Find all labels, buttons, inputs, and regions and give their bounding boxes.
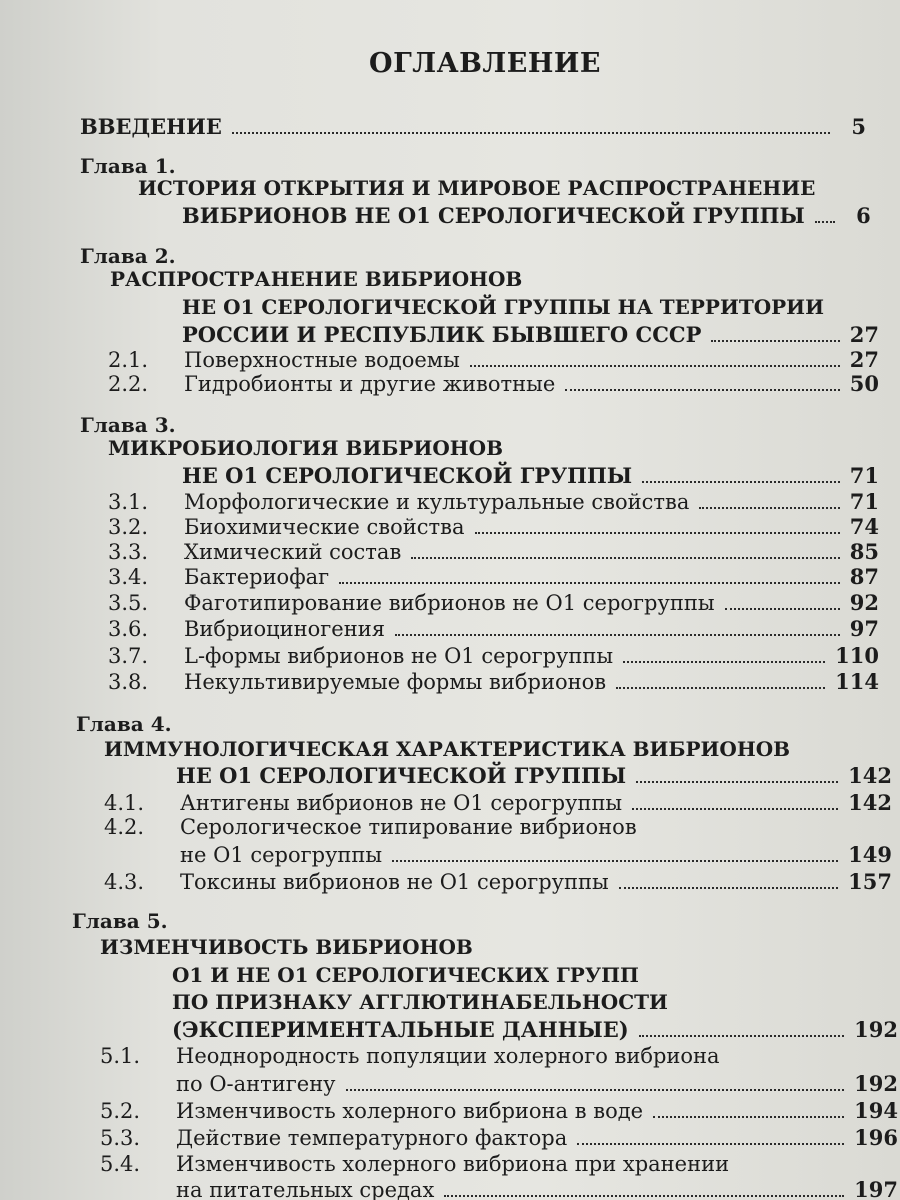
chapter-title-line: НЕ О1 СЕРОЛОГИЧЕСКОЙ ГРУППЫ	[176, 763, 627, 788]
dot-leader	[725, 608, 840, 610]
dot-leader	[392, 860, 838, 862]
dot-leader	[577, 1143, 844, 1145]
page-number: 142	[848, 790, 892, 815]
page-number: 97	[849, 616, 879, 641]
page-number: 85	[849, 539, 879, 564]
chapter-title-line: (ЭКСПЕРИМЕНТАЛЬНЫЕ ДАННЫЕ)	[172, 1017, 629, 1042]
entry-label: ВВЕДЕНИЕ	[80, 114, 222, 139]
section-number: 3.2.	[108, 515, 149, 539]
page-number: 5	[851, 114, 866, 139]
section-number: 3.5.	[108, 591, 149, 615]
section-title-continued: на питательных средах	[176, 1178, 435, 1200]
dot-leader	[815, 221, 835, 223]
chapter-heading: Глава 1.	[80, 154, 176, 178]
dot-leader	[395, 634, 840, 636]
toc-entry-2-1[interactable]	[108, 347, 879, 372]
page-number: 27	[849, 347, 879, 372]
chapter-heading: Глава 5.	[72, 909, 168, 933]
dot-leader	[699, 507, 839, 509]
dot-leader	[636, 781, 838, 783]
dot-leader	[619, 887, 838, 889]
page-number: 142	[848, 763, 892, 788]
dot-leader	[639, 1035, 844, 1037]
page-number: 6	[856, 203, 871, 228]
chapter-title-line: ИЗМЕНЧИВОСТЬ ВИБРИОНОВ	[100, 935, 473, 959]
page-number: 87	[849, 564, 879, 589]
toc-entry-3-2[interactable]	[108, 514, 879, 539]
toc-entry-5-1-line1	[100, 1044, 720, 1068]
chapter-heading: Глава 2.	[80, 244, 176, 268]
toc-entry-chapter-1[interactable]	[182, 203, 871, 228]
page-number: 50	[849, 371, 879, 396]
page-number: 196	[854, 1125, 898, 1150]
page-number: 110	[835, 643, 879, 668]
dot-leader	[444, 1195, 844, 1197]
toc-entry-3-3[interactable]	[108, 539, 879, 564]
dot-leader	[232, 132, 830, 134]
toc-entry-3-6[interactable]	[108, 616, 879, 641]
dot-leader	[642, 481, 840, 483]
section-number: 2.1.	[108, 348, 149, 372]
section-title: L-формы вибрионов не О1 серогруппы	[184, 644, 614, 668]
section-title: Действие температурного фактора	[176, 1126, 568, 1150]
section-title: Изменчивость холерного вибриона при хранении	[176, 1152, 730, 1176]
section-title: Морфологические и культуральные свойства	[184, 490, 690, 514]
toc-entry-chapter-3[interactable]	[182, 463, 879, 488]
page-number: 71	[849, 463, 879, 488]
chapter-heading: Глава 3.	[80, 413, 176, 437]
page-number: 192	[854, 1017, 898, 1042]
chapter-heading: Глава 4.	[76, 712, 172, 736]
section-number: 2.2.	[108, 372, 149, 396]
toc-entry-3-8[interactable]	[108, 669, 879, 694]
page-number: 74	[849, 514, 879, 539]
dot-leader	[470, 365, 840, 367]
toc-entry-4-2-line1	[104, 815, 637, 839]
page-number: 114	[835, 669, 879, 694]
section-title: Изменчивость холерного вибриона в воде	[176, 1099, 644, 1123]
toc-entry-3-7[interactable]	[108, 643, 879, 668]
section-title: Гидробионты и другие животные	[184, 372, 556, 396]
dot-leader	[616, 687, 825, 689]
page-number: 92	[849, 590, 879, 615]
section-title: Поверхностные водоемы	[184, 348, 460, 372]
page-number: 197	[854, 1177, 898, 1200]
section-title: Антигены вибрионов не О1 серогруппы	[180, 791, 623, 815]
toc-entry-5-1[interactable]	[176, 1071, 898, 1096]
section-number: 3.7.	[108, 644, 149, 668]
chapter-title-line: ВИБРИОНОВ НЕ О1 СЕРОЛОГИЧЕСКОЙ ГРУППЫ	[182, 203, 805, 228]
section-title: Токсины вибрионов не О1 серогруппы	[180, 870, 609, 894]
dot-leader	[711, 340, 839, 342]
section-title: Вибриоциногения	[184, 617, 385, 641]
section-number: 5.3.	[100, 1126, 141, 1150]
chapter-title-line: РАСПРОСТРАНЕНИЕ ВИБРИОНОВ	[110, 267, 523, 291]
page-number: 194	[854, 1098, 898, 1123]
dot-leader	[475, 532, 840, 534]
toc-entry-5-4[interactable]	[176, 1177, 898, 1200]
page-number: 149	[848, 842, 892, 867]
dot-leader	[565, 389, 840, 391]
section-number: 5.2.	[100, 1099, 141, 1123]
toc-entry-2-2[interactable]	[108, 371, 879, 396]
dot-leader	[653, 1116, 844, 1118]
page-number: 71	[849, 489, 879, 514]
dot-leader	[632, 808, 838, 810]
section-number: 4.3.	[104, 870, 145, 894]
page-number: 157	[848, 869, 892, 894]
toc-entry-4-2[interactable]	[180, 842, 892, 867]
toc-entry-3-5[interactable]	[108, 590, 879, 615]
section-title: Бактериофаг	[184, 565, 330, 589]
section-number: 3.1.	[108, 490, 149, 514]
chapter-title-line: РОССИИ И РЕСПУБЛИК БЫВШЕГО СССР	[182, 322, 702, 347]
dot-leader	[346, 1089, 845, 1091]
toc-entry-3-4[interactable]	[108, 564, 879, 589]
page-number: 192	[854, 1071, 898, 1096]
section-title: Некультивируемые формы вибрионов	[184, 670, 607, 694]
section-title: Фаготипирование вибрионов не О1 серогруппы	[184, 591, 715, 615]
section-title: Неоднородность популяции холерного вибриона	[176, 1044, 720, 1068]
section-number: 3.4.	[108, 565, 149, 589]
dot-leader	[411, 557, 839, 559]
section-number: 4.1.	[104, 791, 145, 815]
chapter-title-line: О1 И НЕ О1 СЕРОЛОГИЧЕСКИХ ГРУПП	[172, 963, 639, 987]
chapter-title-line: НЕ О1 СЕРОЛОГИЧЕСКОЙ ГРУППЫ	[182, 463, 633, 488]
section-number: 5.1.	[100, 1044, 141, 1068]
toc-entry-chapter-2[interactable]	[182, 322, 879, 347]
section-title: Биохимические свойства	[184, 515, 465, 539]
section-number: 4.2.	[104, 815, 145, 839]
toc-entry-5-3[interactable]	[100, 1125, 898, 1150]
section-title-continued: по О-антигену	[176, 1072, 336, 1096]
toc-entry-5-2[interactable]	[100, 1098, 898, 1123]
toc-entry-4-1[interactable]	[104, 790, 892, 815]
toc-entry-intro[interactable]	[80, 114, 866, 139]
section-number: 3.8.	[108, 670, 149, 694]
dot-leader	[623, 661, 825, 663]
chapter-title-line: МИКРОБИОЛОГИЯ ВИБРИОНОВ	[108, 436, 503, 460]
section-number: 3.3.	[108, 540, 149, 564]
chapter-title-line: ИММУНОЛОГИЧЕСКАЯ ХАРАКТЕРИСТИКА ВИБРИОНОВ	[104, 737, 791, 761]
section-number: 3.6.	[108, 617, 149, 641]
page-number: 27	[849, 322, 879, 347]
chapter-title-line: ПО ПРИЗНАКУ АГГЛЮТИНАБЕЛЬНОСТИ	[172, 990, 668, 1014]
dot-leader	[339, 582, 840, 584]
chapter-title-line: НЕ О1 СЕРОЛОГИЧЕСКОЙ ГРУППЫ НА ТЕРРИТОРИИ	[182, 295, 824, 319]
page-title: ОГЛАВЛЕНИЕ	[369, 48, 601, 79]
toc-entry-4-3[interactable]	[104, 869, 892, 894]
chapter-title-line: ИСТОРИЯ ОТКРЫТИЯ И МИРОВОЕ РАСПРОСТРАНЕНИЕ	[138, 176, 816, 200]
toc-entry-chapter-5[interactable]	[172, 1017, 898, 1042]
section-title: Химический состав	[184, 540, 402, 564]
section-number: 5.4.	[100, 1152, 141, 1176]
toc-entry-5-4-line1	[100, 1152, 729, 1176]
toc-entry-chapter-4[interactable]	[176, 763, 892, 788]
section-title-continued: не О1 серогруппы	[180, 843, 383, 867]
section-title: Серологическое типирование вибрионов	[180, 815, 637, 839]
toc-entry-3-1[interactable]	[108, 489, 879, 514]
